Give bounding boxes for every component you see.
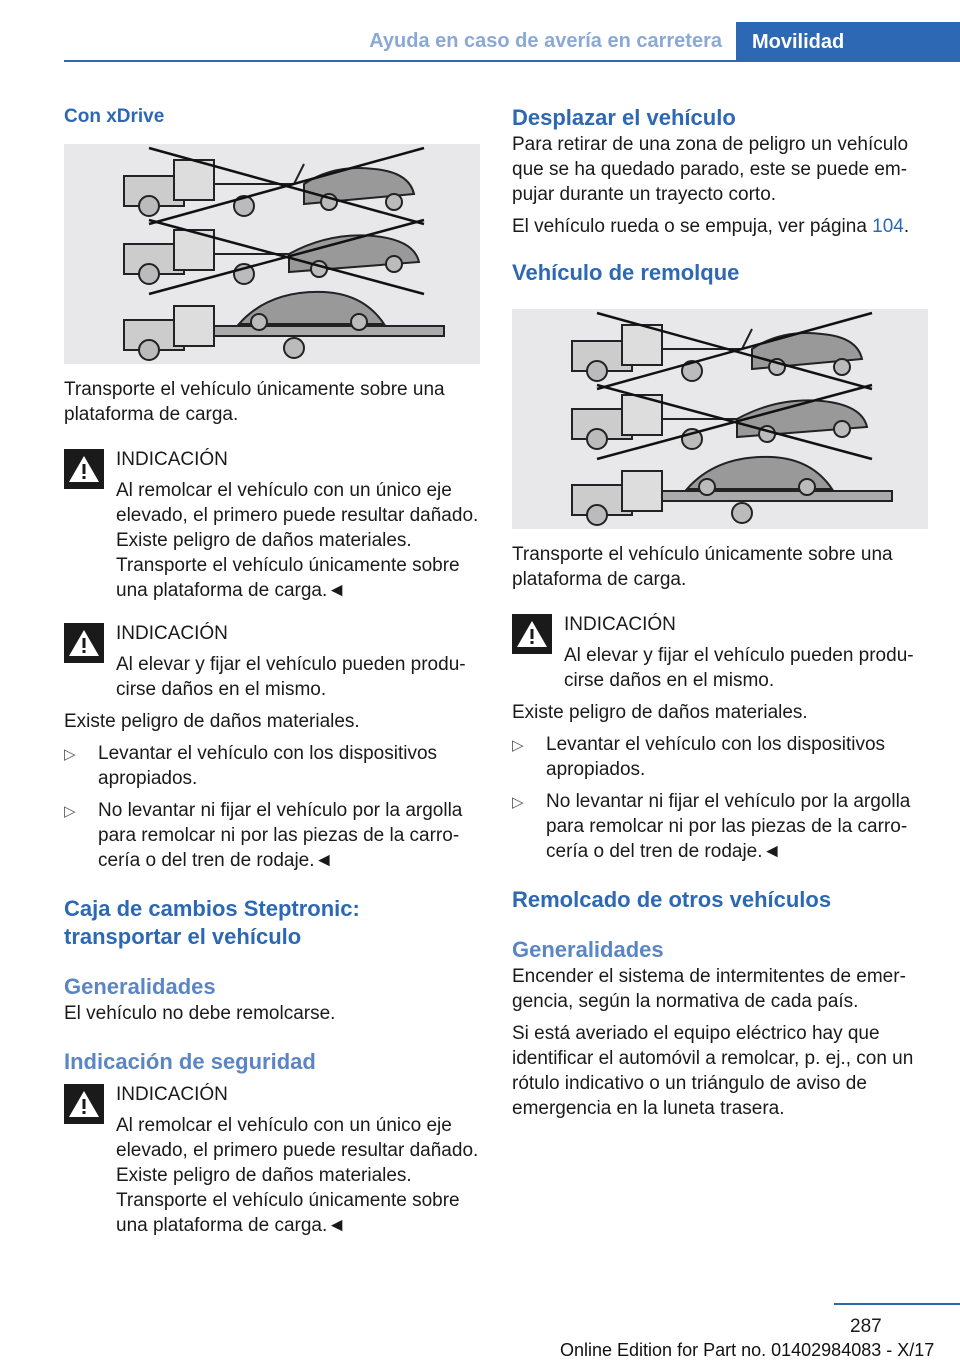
warning-text: Al elevar y fijar el vehículo pueden produ‐cirse daños en el mismo.	[564, 645, 914, 691]
bullet-marker: ▷	[512, 794, 524, 811]
warning-block	[64, 1082, 482, 1238]
subsection-heading: Indicación de seguridad	[64, 1049, 316, 1074]
paragraph: Si está averiado el equipo eléctrico hay que identificar el automóvil a remolcar, p. ej., con un rótulo indicativo o un triángulo de aviso de emergencia en la luneta trasera.	[512, 1023, 914, 1119]
paragraph: Encender el sistema de intermitentes de emer‐gencia, según la normativa de cada país.	[512, 966, 906, 1012]
list-item: ▷ Levantar el vehículo con los dispositivos apropiados.	[512, 734, 886, 780]
warning-triangle-icon	[64, 449, 104, 489]
edition-note: Online Edition for Part no. 01402984083 - X/17	[560, 1340, 935, 1360]
bullet-marker: ▷	[64, 803, 76, 820]
footer-rule	[834, 1303, 960, 1305]
warning-title: INDICACIÓN	[116, 1084, 228, 1105]
list-item: ▷ No levantar ni fijar el vehículo por la argolla para remolcar ni por las piezas de la carro‐cería o del tren de rodaje.◄	[512, 791, 911, 862]
list-item: ▷ Levantar el vehículo con los dispositivos apropiados.	[64, 743, 438, 789]
section-title: Ayuda en caso de avería en carretera	[369, 30, 722, 52]
bullet-list	[512, 732, 930, 864]
bullet-marker: ▷	[64, 746, 76, 763]
xdrive-heading: Con xDrive	[64, 106, 165, 127]
right-column	[512, 104, 930, 287]
right-column-lower	[512, 542, 930, 1128]
warning-text: Al remolcar el vehículo con un único eje elevado, el primero puede resultar dañado. Existe peligro de daños materiales. Transporte el vehículo únicamente sobre una plataforma de carga.◄	[116, 1115, 479, 1236]
paragraph: El vehículo no debe remolcarse.	[64, 1003, 336, 1024]
warning-triangle-icon	[512, 614, 552, 654]
list-item: ▷ No levantar ni fijar el vehículo por la argolla para remolcar ni por las piezas de la carro‐cería o del tren de rodaje.◄	[64, 800, 463, 871]
section-heading: Vehículo de remolque	[512, 260, 740, 285]
warning-title: INDICACIÓN	[116, 623, 228, 644]
warning-text: Al remolcar el vehículo con un único eje elevado, el primero puede resultar dañado. Existe peligro de daños materiales. Transporte el vehículo únicamente sobre una plataforma de carga.◄	[116, 480, 479, 601]
warning-title: INDICACIÓN	[564, 614, 676, 635]
left-column	[64, 377, 482, 1238]
header-rule	[64, 60, 960, 62]
warning-block	[512, 612, 930, 693]
warning-extra: Existe peligro de daños materiales.	[64, 711, 360, 732]
towing-illustration-2	[512, 309, 928, 529]
section-heading: Desplazar el vehículo	[512, 105, 736, 130]
warning-block	[64, 621, 482, 702]
section-heading: Caja de cambios Steptronic: transportar el vehículo	[64, 896, 360, 949]
warning-title: INDICACIÓN	[116, 449, 228, 470]
subsection-heading: Generalidades	[512, 937, 664, 962]
paragraph: Para retirar de una zona de peligro un vehículo que se ha quedado parado, este se puede em‐pujar durante un trayecto corto.	[512, 134, 909, 205]
paragraph: El vehículo rueda o se empuja, ver página 104.	[512, 216, 910, 237]
bullet-list	[64, 741, 482, 873]
warning-triangle-icon	[64, 1084, 104, 1124]
warning-extra: Existe peligro de daños materiales.	[512, 702, 808, 723]
tab-movilidad[interactable]: Movilidad	[736, 22, 960, 62]
section-heading: Remolcado de otros vehículos	[512, 887, 832, 912]
bullet-marker: ▷	[512, 737, 524, 754]
warning-block	[64, 447, 482, 603]
page-number: 287	[850, 1316, 882, 1337]
warning-triangle-icon	[64, 623, 104, 663]
caption: Transporte el vehículo únicamente sobre una plataforma de carga.	[64, 379, 445, 425]
caption: Transporte el vehículo únicamente sobre una plataforma de carga.	[512, 544, 893, 590]
towing-illustration-1	[64, 144, 480, 364]
subsection-heading: Generalidades	[64, 974, 216, 999]
warning-text: Al elevar y fijar el vehículo pueden produ‐cirse daños en el mismo.	[116, 654, 466, 700]
page-link[interactable]: 104	[872, 216, 904, 237]
